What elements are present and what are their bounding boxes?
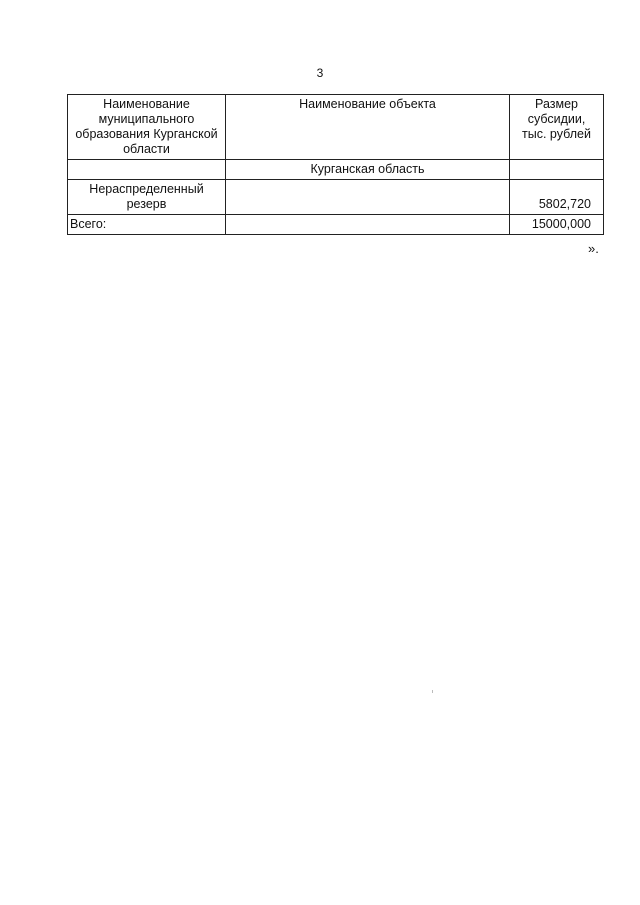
header-municipality: Наименование муниципального образования Курганской области xyxy=(68,95,226,160)
total-label: Всего: xyxy=(68,215,226,235)
region-empty-cell xyxy=(68,160,226,180)
row-amount: 5802,720 xyxy=(510,180,604,215)
page-number: 3 xyxy=(316,66,324,80)
total-amount: 15000,000 xyxy=(510,215,604,235)
total-row xyxy=(68,215,604,235)
row-municipality: Нераспределенный резерв xyxy=(68,180,226,215)
header-object: Наименование объекта xyxy=(226,95,510,160)
region-empty-amount xyxy=(510,160,604,180)
region-row xyxy=(68,160,604,180)
scan-speck xyxy=(432,690,433,693)
subsidy-table xyxy=(67,94,604,235)
table-row xyxy=(68,180,604,215)
total-empty-cell xyxy=(226,215,510,235)
region-label: Курганская область xyxy=(226,160,510,180)
row-object xyxy=(226,180,510,215)
table-header-row xyxy=(68,95,604,160)
closing-quote-mark: ». xyxy=(588,241,599,256)
header-subsidy-amount: Размер субсидии, тыс. рублей xyxy=(510,95,604,160)
